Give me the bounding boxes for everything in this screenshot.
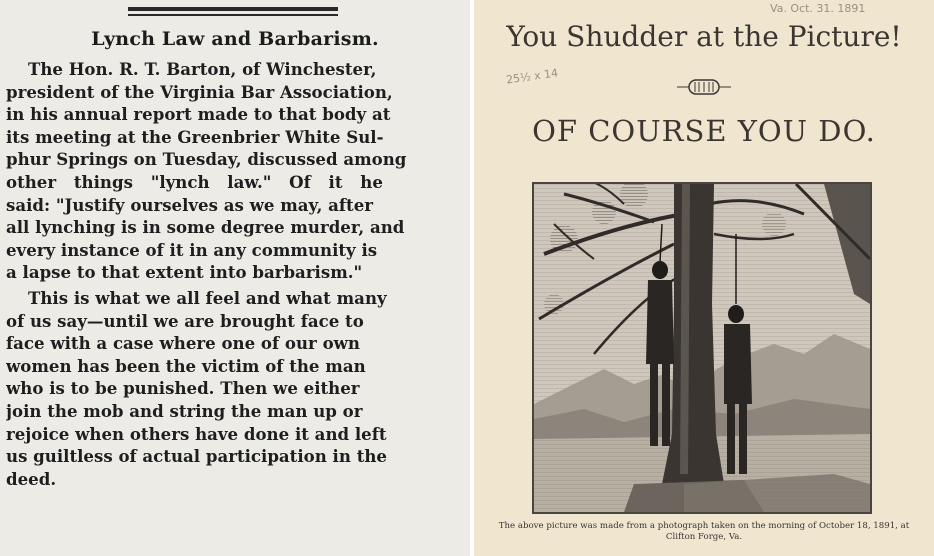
tree-scene-icon	[534, 184, 870, 512]
article-line: its meeting at the Greenbrier White Sul-	[6, 126, 384, 147]
article-line: join the mob and string the man up or	[6, 400, 363, 421]
article-line: in his annual report made to that body at	[6, 104, 391, 125]
article-body	[6, 58, 462, 490]
article-line: all lynching is in some degree murder, and	[6, 217, 405, 238]
top-rule-thin	[128, 14, 338, 16]
engraving-illustration	[532, 182, 872, 514]
article-line: president of the Virginia Bar Association,	[6, 81, 393, 102]
ornament-icon	[677, 76, 731, 98]
pencil-note-top: Va. Oct. 31. 1891	[770, 2, 866, 15]
article-line: other things "lynch law." Of it he	[6, 171, 383, 192]
photo-caption	[486, 521, 922, 543]
poster-subtitle: OF COURSE YOU DO.	[532, 114, 876, 148]
article-line: deed.	[6, 468, 57, 489]
article-headline: Lynch Law and Barbarism.	[91, 28, 379, 50]
article-line: a lapse to that extent into barbarism."	[6, 262, 363, 283]
pencil-note-side: 25½ x 14	[505, 66, 559, 87]
poster-title: You Shudder at the Picture!	[506, 20, 902, 53]
article-line: rejoice when others have done it and left	[6, 423, 387, 444]
article-line: us guiltless of actual participation in the	[6, 446, 387, 467]
article-line: This is what we all feel and what many	[28, 287, 387, 308]
article-line: every instance of it in any community is	[6, 239, 378, 260]
article-line: of us say—until we are brought face to	[6, 310, 364, 331]
poster	[474, 0, 934, 556]
caption-line-2: Clifton Forge, Va.	[665, 532, 743, 542]
article-line: said: "Justify ourselves as we may, after	[6, 194, 373, 215]
article-line: face with a case where one of our own	[6, 333, 360, 354]
article-line: The Hon. R. T. Barton, of Winchester,	[28, 59, 377, 79]
caption-line-1: The above picture was made from a photograph taken on the morning of October 18, 1891, at	[498, 521, 910, 531]
article-line: phur Springs on Tuesday, discussed among	[6, 149, 407, 170]
article-line: who is to be punished. Then we either	[6, 378, 360, 399]
article-line: women has been the victim of the man	[6, 355, 366, 376]
top-rule	[128, 7, 338, 11]
